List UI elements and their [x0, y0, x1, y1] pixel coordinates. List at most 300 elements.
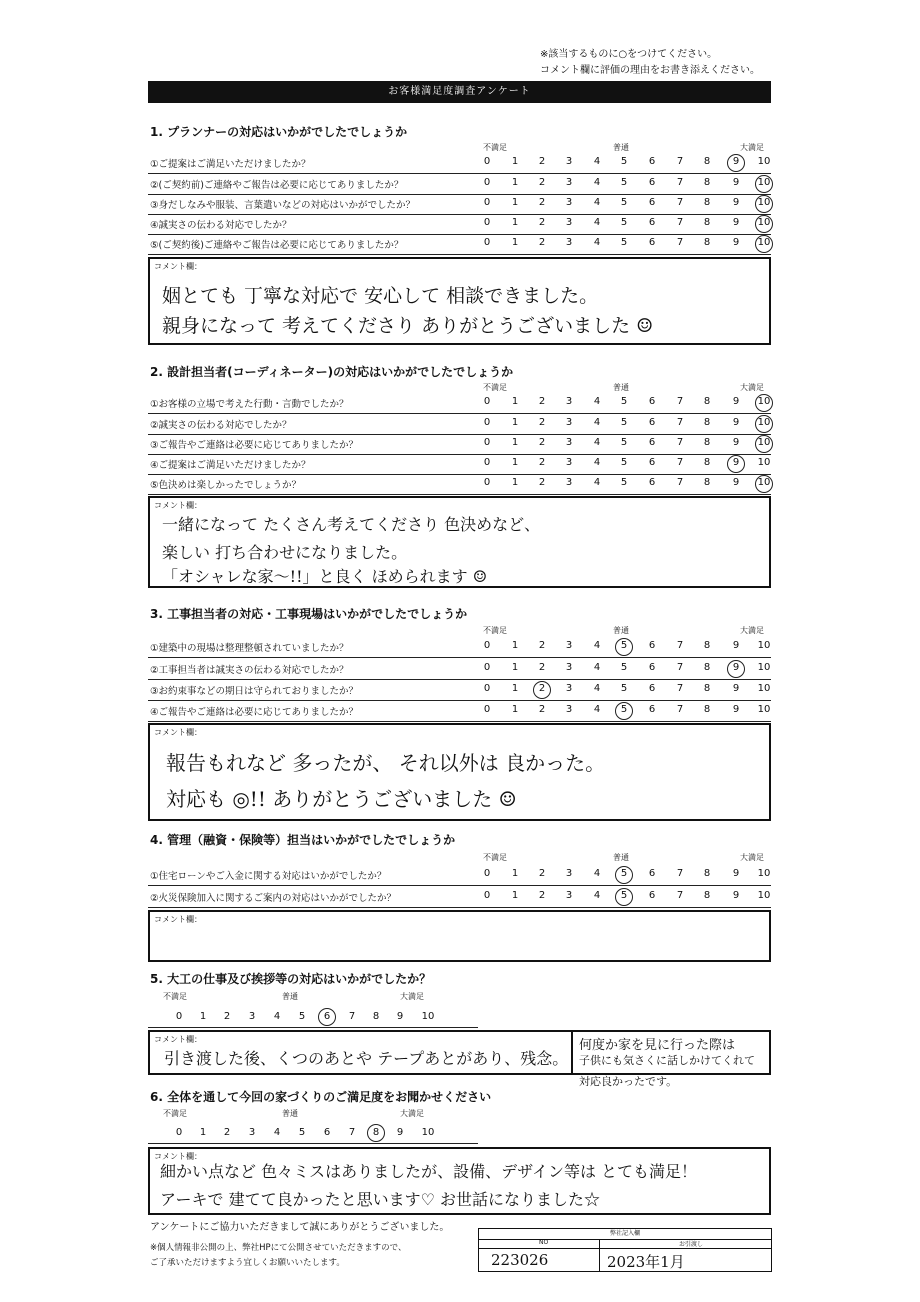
- thanks-text: アンケートにご協力いただきまして誠にありがとうございました。: [150, 1222, 450, 1233]
- rating-option-1[interactable]: 1: [511, 662, 519, 673]
- section2-question-text: ①お客様の立場で考えた行動・言動でしたか？: [150, 399, 349, 410]
- rating-option-9[interactable]: 9: [732, 704, 740, 715]
- rating-option-7[interactable]: 7: [676, 683, 684, 694]
- section3-comment-line1: 報告もれなど 多ったが、 それ以外は 良かった。: [166, 751, 606, 775]
- rating-option-1[interactable]: 1: [511, 197, 519, 208]
- section5-rating-option-7[interactable]: 7: [348, 1011, 356, 1022]
- section4-title: 4. 管理（融資・保険等）担当はいかがでしたでしょうか: [150, 833, 456, 847]
- section2-question-text: ②誠実さの伝わる対応でしたか？: [150, 420, 292, 431]
- section5-rating-option-8[interactable]: 8: [372, 1011, 380, 1022]
- comment-label: コメント欄：: [154, 262, 202, 271]
- section5-side-note-box: [573, 1030, 771, 1088]
- rating-option-7[interactable]: 7: [676, 197, 684, 208]
- section1-question-text: ④誠実さの伝わる対応でしたか？: [150, 220, 292, 231]
- rating-option-5[interactable]: 5: [620, 477, 628, 488]
- rating-option-1[interactable]: 1: [511, 396, 519, 407]
- rating-option-6[interactable]: 6: [648, 437, 656, 448]
- selected-rating-circle: [755, 235, 773, 253]
- rating-option-5[interactable]: 5: [620, 890, 628, 901]
- rating-option-6[interactable]: 6: [648, 177, 656, 188]
- rating-option-1[interactable]: 1: [511, 156, 519, 167]
- section6-rating-option-3[interactable]: 3: [248, 1127, 256, 1138]
- rating-option-5[interactable]: 5: [620, 217, 628, 228]
- selected-rating-circle: [755, 394, 773, 412]
- rating-option-2[interactable]: 2: [538, 640, 546, 651]
- rating-option-5[interactable]: 5: [620, 662, 628, 673]
- section6-rating-option-9[interactable]: 9: [396, 1127, 404, 1138]
- section6-rating-option-10[interactable]: 10: [421, 1127, 435, 1138]
- section2-comment-line3: 「オシャレな家～!!」と良く ほめられます ☺: [162, 567, 488, 586]
- rating-option-8[interactable]: 8: [703, 396, 711, 407]
- office-use-label: 弊社記入欄: [479, 1229, 771, 1240]
- privacy-note-line1: ※個人情報非公開の上、弊社HPにて公開させていただきますので、: [150, 1243, 407, 1253]
- comment-label: コメント欄：: [154, 728, 202, 737]
- rating-option-8[interactable]: 8: [703, 156, 711, 167]
- rating-option-0[interactable]: 0: [483, 662, 491, 673]
- rating-option-3[interactable]: 3: [565, 197, 573, 208]
- section6-high-label: 大満足: [400, 1109, 424, 1118]
- rating-option-0[interactable]: 0: [483, 890, 491, 901]
- rating-option-4[interactable]: 4: [593, 437, 601, 448]
- privacy-note-line2: ご了承いただけますよう宜しくお願いいたします。: [150, 1258, 345, 1268]
- rating-option-10[interactable]: 10: [757, 704, 771, 715]
- section1-question-row: [148, 153, 771, 174]
- selected-rating-circle: [727, 154, 745, 172]
- section1-question-text: ②(ご契約前)ご連絡やご報告は必要に応じてありましたか？: [150, 180, 404, 191]
- section1-comment-line1: 姻とても 丁寧な対応で 安心して 相談できました。: [162, 285, 599, 307]
- section5-side-note-line1: 何度か家を見に行った際は: [579, 1038, 736, 1053]
- section5-divider: [148, 1027, 478, 1028]
- rating-option-9[interactable]: 9: [732, 457, 740, 468]
- rating-option-4[interactable]: 4: [593, 890, 601, 901]
- section2-question-text: ⑤色決めは楽しかったでしょうか？: [150, 480, 302, 491]
- rating-option-10[interactable]: 10: [757, 217, 771, 228]
- rating-option-1[interactable]: 1: [511, 683, 519, 694]
- rating-option-4[interactable]: 4: [593, 868, 601, 879]
- rating-option-6[interactable]: 6: [648, 683, 656, 694]
- rating-option-8[interactable]: 8: [703, 662, 711, 673]
- section6-rating-option-2[interactable]: 2: [223, 1127, 231, 1138]
- rating-option-9[interactable]: 9: [732, 197, 740, 208]
- rating-option-8[interactable]: 8: [703, 640, 711, 651]
- section3-low-label: 不満足: [483, 626, 507, 635]
- selected-rating-circle: [727, 660, 745, 678]
- section5-rating-option-10[interactable]: 10: [421, 1011, 435, 1022]
- rating-option-0[interactable]: 0: [483, 177, 491, 188]
- section1-title: 1. プランナーの対応はいかがでしたでしょうか: [150, 125, 408, 139]
- rating-option-4[interactable]: 4: [593, 197, 601, 208]
- rating-option-10[interactable]: 10: [757, 156, 771, 167]
- section5-rating-option-3[interactable]: 3: [248, 1011, 256, 1022]
- section6-comment-line2: アーキで 建てて良かったと思います♡ お世話になりました☆: [160, 1190, 601, 1209]
- rating-option-5[interactable]: 5: [620, 683, 628, 694]
- selected-rating-circle: [615, 702, 633, 720]
- rating-option-2[interactable]: 2: [538, 683, 546, 694]
- rating-option-6[interactable]: 6: [648, 237, 656, 248]
- section5-side-note-line2: 子供にも気さくに話しかけてくれて: [579, 1054, 755, 1067]
- section5-rating-option-4[interactable]: 4: [273, 1011, 281, 1022]
- rating-option-0[interactable]: 0: [483, 640, 491, 651]
- rating-option-2[interactable]: 2: [538, 417, 546, 428]
- rating-option-6[interactable]: 6: [648, 457, 656, 468]
- section1-question-text: ①ご提案はご満足いただけましたか？: [150, 159, 311, 170]
- rating-option-0[interactable]: 0: [483, 704, 491, 715]
- selected-rating-circle: [318, 1008, 336, 1026]
- section3-question-text: ②工事担当者は誠実さの伝わる対応でしたか？: [150, 665, 349, 676]
- rating-option-3[interactable]: 3: [565, 396, 573, 407]
- rating-option-5[interactable]: 5: [620, 156, 628, 167]
- rating-option-0[interactable]: 0: [483, 437, 491, 448]
- rating-option-10[interactable]: 10: [757, 237, 771, 248]
- selected-rating-circle: [755, 175, 773, 193]
- rating-option-0[interactable]: 0: [483, 457, 491, 468]
- rating-option-3[interactable]: 3: [565, 704, 573, 715]
- rating-option-6[interactable]: 6: [648, 217, 656, 228]
- section2-title: 2. 設計担当者(コーディネーター)の対応はいかがでしたでしょうか: [150, 365, 514, 379]
- rating-option-8[interactable]: 8: [703, 704, 711, 715]
- section2-mid-label: 普通: [613, 383, 629, 392]
- section1-comment-line2: 親身になって 考えてくださり ありがとうございました ☺: [162, 315, 654, 337]
- comment-label: コメント欄：: [154, 1152, 202, 1161]
- rating-option-2[interactable]: 2: [538, 217, 546, 228]
- rating-option-7[interactable]: 7: [676, 177, 684, 188]
- rating-option-7[interactable]: 7: [676, 237, 684, 248]
- rating-option-2[interactable]: 2: [538, 477, 546, 488]
- rating-option-5[interactable]: 5: [620, 457, 628, 468]
- section2-question-row: [148, 393, 771, 414]
- rating-option-10[interactable]: 10: [757, 197, 771, 208]
- rating-option-7[interactable]: 7: [676, 156, 684, 167]
- rating-option-4[interactable]: 4: [593, 177, 601, 188]
- rating-option-6[interactable]: 6: [648, 662, 656, 673]
- comment-instruction-note: コメント欄に評価の理由をお書き添えください。: [540, 65, 760, 76]
- selected-rating-circle: [755, 475, 773, 493]
- rating-option-8[interactable]: 8: [703, 457, 711, 468]
- section6-rating-option-7[interactable]: 7: [348, 1127, 356, 1138]
- rating-option-0[interactable]: 0: [483, 868, 491, 879]
- section4-high-label: 大満足: [740, 853, 764, 862]
- selected-rating-circle: [727, 455, 745, 473]
- office-use-subheader: [479, 1239, 771, 1249]
- rating-option-5[interactable]: 5: [620, 396, 628, 407]
- rating-option-3[interactable]: 3: [565, 237, 573, 248]
- section3-question-text: ①建築中の現場は整理整頓されていましたか？: [150, 643, 349, 654]
- rating-option-1[interactable]: 1: [511, 217, 519, 228]
- rating-option-1[interactable]: 1: [511, 437, 519, 448]
- rating-option-8[interactable]: 8: [703, 437, 711, 448]
- rating-option-10[interactable]: 10: [757, 662, 771, 673]
- section2-question-text: ④ご提案はご満足いただけましたか？: [150, 460, 311, 471]
- section6-comment-box[interactable]: [148, 1147, 771, 1215]
- section3-mid-label: 普通: [613, 626, 629, 635]
- rating-option-6[interactable]: 6: [648, 704, 656, 715]
- no-label: NO: [539, 1239, 549, 1246]
- rating-option-6[interactable]: 6: [648, 417, 656, 428]
- rating-option-6[interactable]: 6: [648, 640, 656, 651]
- section5-comment-box[interactable]: [148, 1030, 573, 1075]
- rating-option-9[interactable]: 9: [732, 177, 740, 188]
- rating-option-9[interactable]: 9: [732, 890, 740, 901]
- rating-option-7[interactable]: 7: [676, 396, 684, 407]
- rating-option-4[interactable]: 4: [593, 237, 601, 248]
- rating-option-9[interactable]: 9: [732, 868, 740, 879]
- rating-option-0[interactable]: 0: [483, 217, 491, 228]
- rating-option-8[interactable]: 8: [703, 217, 711, 228]
- section6-rating-option-8[interactable]: 8: [372, 1127, 380, 1138]
- section3-question-row: [148, 701, 771, 722]
- rating-option-7[interactable]: 7: [676, 662, 684, 673]
- rating-option-3[interactable]: 3: [565, 662, 573, 673]
- section1-question-text: ③身だしなみや服装、言葉遣いなどの対応はいかがでしたか？: [150, 200, 416, 211]
- section3-question-row: [148, 659, 771, 680]
- rating-option-9[interactable]: 9: [732, 217, 740, 228]
- rating-option-0[interactable]: 0: [483, 396, 491, 407]
- rating-option-6[interactable]: 6: [648, 396, 656, 407]
- section6-comment-line1: 細かい点など 色々ミスはありましたが、設備、デザイン等は とても満足！: [160, 1162, 698, 1181]
- rating-option-3[interactable]: 3: [565, 477, 573, 488]
- rating-option-7[interactable]: 7: [676, 437, 684, 448]
- rating-option-5[interactable]: 5: [620, 868, 628, 879]
- rating-option-5[interactable]: 5: [620, 437, 628, 448]
- section5-high-label: 大満足: [400, 992, 424, 1001]
- rating-option-4[interactable]: 4: [593, 156, 601, 167]
- selected-rating-circle: [615, 888, 633, 906]
- rating-option-10[interactable]: 10: [757, 640, 771, 651]
- rating-option-2[interactable]: 2: [538, 868, 546, 879]
- rating-option-4[interactable]: 4: [593, 704, 601, 715]
- section5-comment-text: 引き渡した後、くつのあとや テープあとがあり、残念。: [164, 1049, 569, 1068]
- rating-option-4[interactable]: 4: [593, 417, 601, 428]
- rating-option-1[interactable]: 1: [511, 457, 519, 468]
- rating-option-2[interactable]: 2: [538, 662, 546, 673]
- section1-question-row: [148, 214, 771, 235]
- section3-comment-line2: 対応も ◎!! ありがとうございました ☺: [166, 787, 517, 811]
- office-use-divider: [599, 1239, 600, 1272]
- section3-question-row: [148, 637, 771, 658]
- rating-option-9[interactable]: 9: [732, 662, 740, 673]
- section2-question-row: [148, 454, 771, 475]
- rating-option-1[interactable]: 1: [511, 890, 519, 901]
- office-use-box: [478, 1228, 772, 1272]
- rating-option-5[interactable]: 5: [620, 417, 628, 428]
- rating-option-3[interactable]: 3: [565, 868, 573, 879]
- selected-rating-circle: [615, 638, 633, 656]
- rating-option-9[interactable]: 9: [732, 417, 740, 428]
- section2-comment-line2: 楽しい 打ち合わせになりました。: [162, 543, 408, 562]
- selected-rating-circle: [533, 681, 551, 699]
- rating-option-0[interactable]: 0: [483, 197, 491, 208]
- rating-option-1[interactable]: 1: [511, 704, 519, 715]
- rating-option-7[interactable]: 7: [676, 868, 684, 879]
- rating-option-2[interactable]: 2: [538, 197, 546, 208]
- rating-option-9[interactable]: 9: [732, 396, 740, 407]
- section4-low-label: 不満足: [483, 853, 507, 862]
- comment-label: コメント欄：: [154, 1035, 202, 1044]
- section6-rating-option-1[interactable]: 1: [199, 1127, 207, 1138]
- rating-option-3[interactable]: 3: [565, 457, 573, 468]
- rating-option-2[interactable]: 2: [538, 396, 546, 407]
- section3-question-text: ③お約束事などの期日は守られておりましたか？: [150, 686, 359, 697]
- rating-option-8[interactable]: 8: [703, 177, 711, 188]
- rating-option-6[interactable]: 6: [648, 477, 656, 488]
- rating-option-9[interactable]: 9: [732, 683, 740, 694]
- section5-rating-option-2[interactable]: 2: [223, 1011, 231, 1022]
- rating-option-3[interactable]: 3: [565, 156, 573, 167]
- section1-low-label: 不満足: [483, 143, 507, 152]
- rating-option-10[interactable]: 10: [757, 683, 771, 694]
- section2-question-row: [148, 414, 771, 435]
- section5-rating-option-9[interactable]: 9: [396, 1011, 404, 1022]
- section2-high-label: 大満足: [740, 383, 764, 392]
- rating-option-10[interactable]: 10: [757, 868, 771, 879]
- section3-high-label: 大満足: [740, 626, 764, 635]
- section6-rating-option-4[interactable]: 4: [273, 1127, 281, 1138]
- section2-comment-box[interactable]: [148, 496, 771, 588]
- selected-rating-circle: [755, 195, 773, 213]
- rating-option-3[interactable]: 3: [565, 217, 573, 228]
- rating-option-2[interactable]: 2: [538, 437, 546, 448]
- rating-option-3[interactable]: 3: [565, 683, 573, 694]
- rating-option-9[interactable]: 9: [732, 477, 740, 488]
- rating-option-0[interactable]: 0: [483, 417, 491, 428]
- section5-rating-option-5[interactable]: 5: [298, 1011, 306, 1022]
- section1-question-text: ⑤(ご契約後)ご連絡やご報告は必要に応じてありましたか？: [150, 240, 404, 251]
- section5-side-note-line3: 対応良かったです。: [579, 1075, 678, 1088]
- section4-question-text: ①住宅ローンやご入金に関する対応はいかがでしたか？: [150, 871, 387, 882]
- rating-option-8[interactable]: 8: [703, 683, 711, 694]
- rating-option-1[interactable]: 1: [511, 237, 519, 248]
- rating-option-8[interactable]: 8: [703, 890, 711, 901]
- rating-option-2[interactable]: 2: [538, 457, 546, 468]
- rating-option-8[interactable]: 8: [703, 477, 711, 488]
- rating-option-5[interactable]: 5: [620, 704, 628, 715]
- section6-divider: [148, 1143, 478, 1144]
- section2-comment-line1: 一緒になって たくさん考えてくださり 色決めなど、: [162, 515, 541, 534]
- rating-option-0[interactable]: 0: [483, 237, 491, 248]
- rating-option-2[interactable]: 2: [538, 890, 546, 901]
- rating-option-6[interactable]: 6: [648, 868, 656, 879]
- handover-label: お引渡し: [679, 1241, 704, 1248]
- rating-option-10[interactable]: 10: [757, 417, 771, 428]
- rating-option-4[interactable]: 4: [593, 683, 601, 694]
- instruction-note: ※該当するものに○をつけてください。: [540, 49, 718, 60]
- rating-option-4[interactable]: 4: [593, 640, 601, 651]
- rating-option-7[interactable]: 7: [676, 477, 684, 488]
- rating-option-7[interactable]: 7: [676, 704, 684, 715]
- rating-option-5[interactable]: 5: [620, 640, 628, 651]
- rating-option-3[interactable]: 3: [565, 890, 573, 901]
- section6-rating-option-6[interactable]: 6: [323, 1127, 331, 1138]
- section2-question-row: [148, 474, 771, 495]
- comment-label: コメント欄：: [154, 501, 202, 510]
- section4-comment-box[interactable]: [148, 910, 771, 962]
- section3-comment-box[interactable]: [148, 723, 771, 821]
- section2-question-text: ③ご報告やご連絡は必要に応じてありましたか？: [150, 440, 359, 451]
- rating-option-7[interactable]: 7: [676, 640, 684, 651]
- rating-option-5[interactable]: 5: [620, 237, 628, 248]
- section5-rating-option-0[interactable]: 0: [175, 1011, 183, 1022]
- rating-option-4[interactable]: 4: [593, 457, 601, 468]
- rating-option-2[interactable]: 2: [538, 156, 546, 167]
- section1-high-label: 大満足: [740, 143, 764, 152]
- rating-option-1[interactable]: 1: [511, 640, 519, 651]
- rating-option-8[interactable]: 8: [703, 237, 711, 248]
- rating-option-7[interactable]: 7: [676, 417, 684, 428]
- section6-low-label: 不満足: [163, 1109, 187, 1118]
- section4-question-row: [148, 887, 771, 908]
- rating-option-0[interactable]: 0: [483, 156, 491, 167]
- rating-option-0[interactable]: 0: [483, 477, 491, 488]
- rating-option-9[interactable]: 9: [732, 640, 740, 651]
- rating-option-9[interactable]: 9: [732, 156, 740, 167]
- section3-question-row: [148, 680, 771, 701]
- rating-option-2[interactable]: 2: [538, 177, 546, 188]
- rating-option-10[interactable]: 10: [757, 457, 771, 468]
- rating-option-10[interactable]: 10: [757, 477, 771, 488]
- rating-option-3[interactable]: 3: [565, 417, 573, 428]
- rating-option-10[interactable]: 10: [757, 177, 771, 188]
- section5-rating-option-1[interactable]: 1: [199, 1011, 207, 1022]
- rating-option-2[interactable]: 2: [538, 237, 546, 248]
- selected-rating-circle: [755, 215, 773, 233]
- rating-option-7[interactable]: 7: [676, 890, 684, 901]
- rating-option-4[interactable]: 4: [593, 477, 601, 488]
- rating-option-8[interactable]: 8: [703, 417, 711, 428]
- selected-rating-circle: [615, 866, 633, 884]
- rating-option-5[interactable]: 5: [620, 197, 628, 208]
- rating-option-6[interactable]: 6: [648, 890, 656, 901]
- rating-option-10[interactable]: 10: [757, 396, 771, 407]
- rating-option-6[interactable]: 6: [648, 197, 656, 208]
- rating-option-4[interactable]: 4: [593, 217, 601, 228]
- rating-option-1[interactable]: 1: [511, 417, 519, 428]
- section4-mid-label: 普通: [613, 853, 629, 862]
- section5-title: 5. 大工の仕事及び挨拶等の対応はいかがでしたか？: [150, 972, 432, 986]
- section1-comment-box[interactable]: [148, 257, 771, 345]
- rating-option-6[interactable]: 6: [648, 156, 656, 167]
- rating-option-5[interactable]: 5: [620, 177, 628, 188]
- customer-number: 223026: [491, 1251, 549, 1269]
- rating-option-3[interactable]: 3: [565, 640, 573, 651]
- rating-option-3[interactable]: 3: [565, 437, 573, 448]
- rating-option-10[interactable]: 10: [757, 890, 771, 901]
- rating-option-8[interactable]: 8: [703, 868, 711, 879]
- section6-rating-option-5[interactable]: 5: [298, 1127, 306, 1138]
- rating-option-9[interactable]: 9: [732, 237, 740, 248]
- rating-option-4[interactable]: 4: [593, 396, 601, 407]
- rating-option-7[interactable]: 7: [676, 217, 684, 228]
- section6-rating-option-0[interactable]: 0: [175, 1127, 183, 1138]
- rating-option-3[interactable]: 3: [565, 177, 573, 188]
- rating-option-1[interactable]: 1: [511, 177, 519, 188]
- comment-label: コメント欄：: [154, 915, 202, 924]
- rating-option-1[interactable]: 1: [511, 868, 519, 879]
- section5-low-label: 不満足: [163, 992, 187, 1001]
- rating-option-7[interactable]: 7: [676, 457, 684, 468]
- section2-low-label: 不満足: [483, 383, 507, 392]
- rating-option-9[interactable]: 9: [732, 437, 740, 448]
- rating-option-2[interactable]: 2: [538, 704, 546, 715]
- rating-option-1[interactable]: 1: [511, 477, 519, 488]
- section5-mid-label: 普通: [282, 992, 298, 1001]
- rating-option-10[interactable]: 10: [757, 437, 771, 448]
- rating-option-0[interactable]: 0: [483, 683, 491, 694]
- rating-option-8[interactable]: 8: [703, 197, 711, 208]
- rating-option-4[interactable]: 4: [593, 662, 601, 673]
- section5-rating-option-6[interactable]: 6: [323, 1011, 331, 1022]
- section6-title: 6. 全体を通して今回の家づくりのご満足度をお聞かせください: [150, 1090, 492, 1104]
- section1-question-row: [148, 194, 771, 215]
